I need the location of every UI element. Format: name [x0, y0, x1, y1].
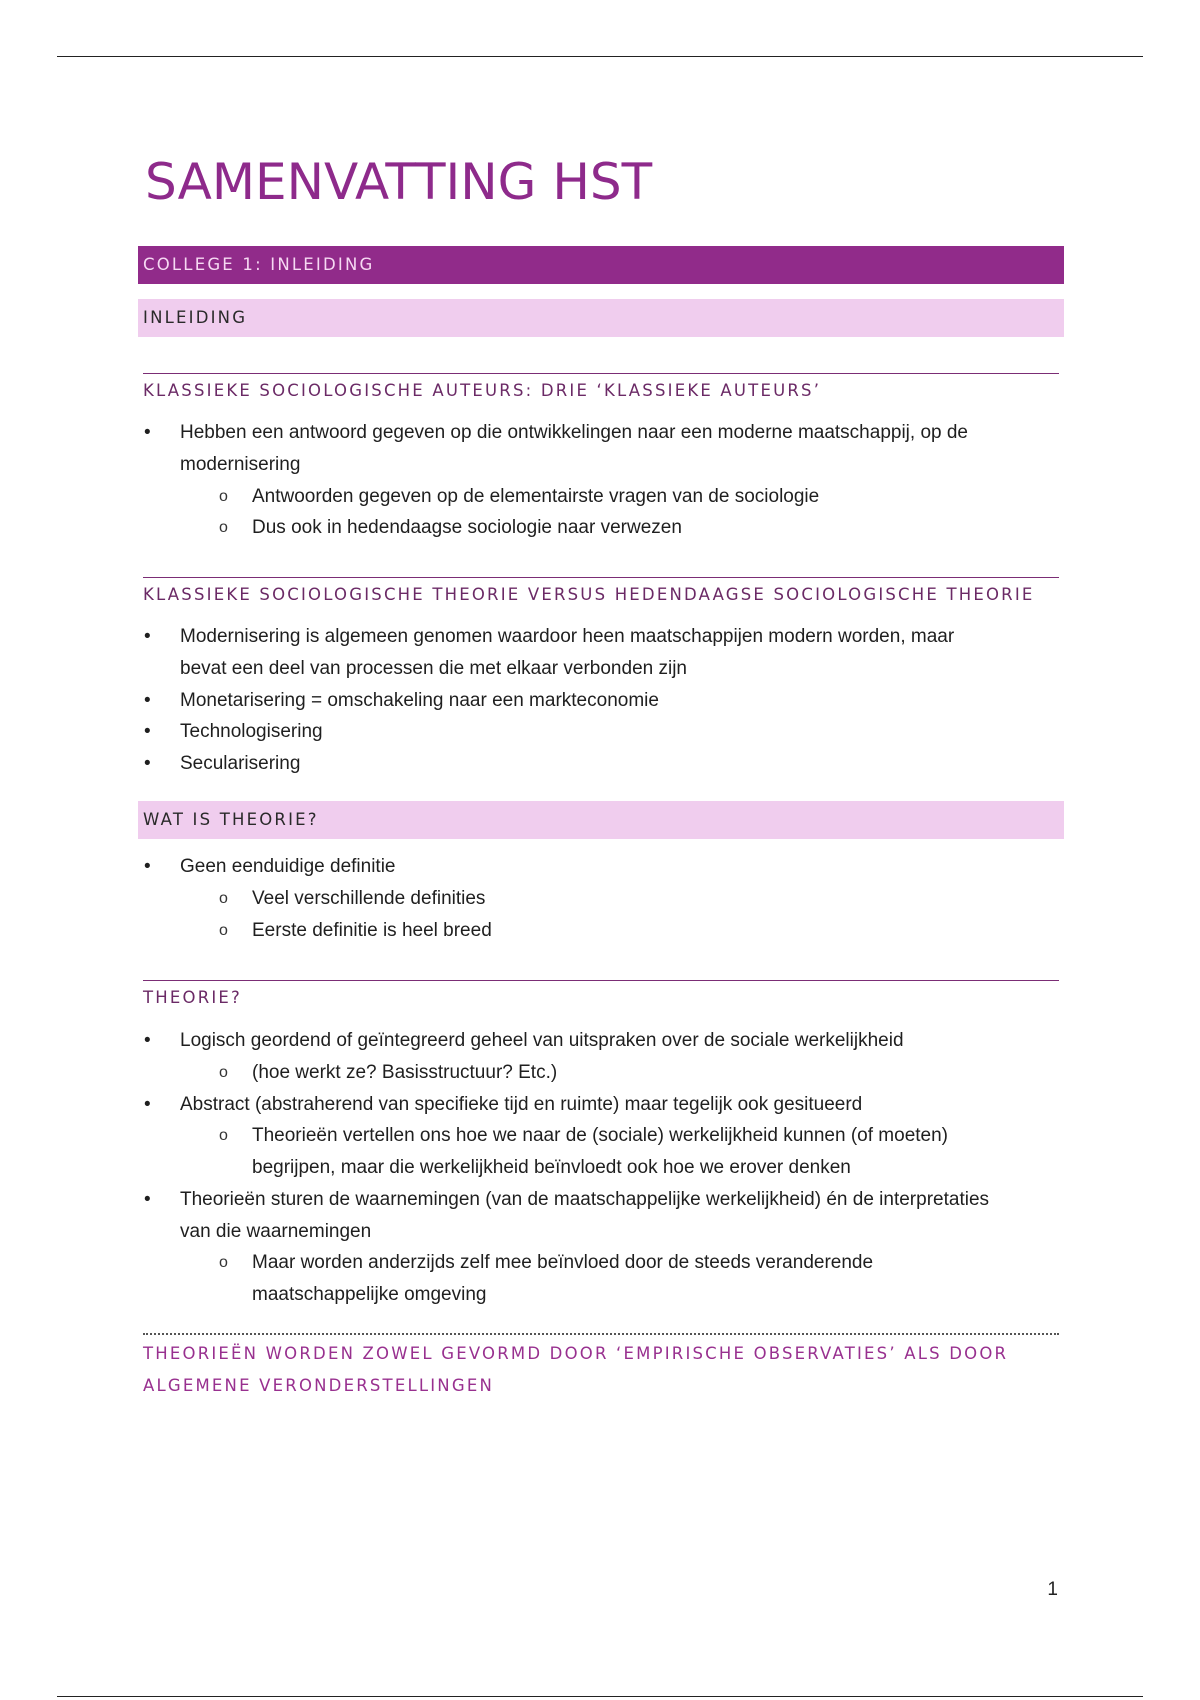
sub-bullet-item	[0, 883, 1200, 915]
sub-bullet-item-continuation	[0, 1279, 1200, 1311]
bullet-item	[0, 716, 1200, 748]
sub-bullet-marker: o	[219, 1254, 228, 1272]
heading-wat-is-theorie-bar: WAT IS THEORIE?	[138, 801, 1064, 839]
sub-bullet-marker: o	[219, 921, 228, 939]
bullet-item	[0, 748, 1200, 780]
sub-bullet-text: Maar worden anderzijds zelf mee beïnvloed door de steeds veranderende	[252, 1252, 874, 1274]
page-number: 1	[1047, 1579, 1058, 1600]
sub-bullet-marker: o	[219, 1063, 228, 1081]
sub-bullet-text: Theorieën vertellen ons hoe we naar de (sociale) werkelijkheid kunnen (of moeten)	[252, 1125, 948, 1147]
bullet-text: modernisering	[180, 453, 301, 475]
sub-bullet-item	[0, 512, 1200, 544]
sub-bullet-item	[0, 481, 1200, 513]
bullet-list-wat-is-theorie	[0, 851, 1200, 946]
bullet-item	[0, 417, 1200, 449]
bullet-item-continuation	[0, 1216, 1200, 1248]
bullet-item	[0, 1089, 1200, 1121]
sub-bullet-marker: o	[219, 487, 228, 505]
bullet-text: Modernisering is algemeen genomen waardoor heen maatschappijen modern worden, maar	[180, 626, 955, 647]
bullet-marker: •	[144, 753, 151, 774]
sub-bullet-marker: o	[219, 1127, 228, 1145]
sub-bullet-text: Dus ook in hedendaagse sociologie naar verwezen	[252, 517, 682, 539]
bullet-list-klassieke-auteurs	[0, 417, 1200, 544]
section-heading-theorie-versus	[143, 577, 1059, 608]
bullet-text: Monetarisering = omschakeling naar een markteconomie	[180, 689, 659, 711]
sub-bullet-text: Veel verschillende definities	[252, 887, 486, 909]
sub-bullet-text: Eerste definitie is heel breed	[252, 919, 492, 941]
header-rule	[57, 56, 1143, 57]
bullet-marker: •	[144, 422, 151, 443]
bullet-marker: •	[144, 626, 151, 647]
section-heading-empirische-observaties	[143, 1333, 1059, 1402]
footer-rule	[57, 1696, 1143, 1697]
sub-bullet-text: maatschappelijke omgeving	[252, 1284, 487, 1305]
sub-bullet-item	[0, 915, 1200, 947]
section-heading-text: KLASSIEKE SOCIOLOGISCHE AUTEURS: DRIE ‘KLASSIEKE AUTEURS’	[143, 381, 822, 400]
sub-bullet-item	[0, 1057, 1200, 1089]
bullet-text: Hebben een antwoord gegeven op die ontwikkelingen naar een moderne maatschappij, op de	[180, 422, 968, 443]
bullet-text: Geen eenduidige definitie	[180, 856, 396, 877]
sub-bullet-text: (hoe werkt ze? Basisstructuur? Etc.)	[252, 1061, 558, 1083]
bullet-text: Secularisering	[180, 753, 301, 774]
sub-bullet-text: begrijpen, maar die werkelijkheid beïnvloedt ook hoe we erover denken	[252, 1157, 851, 1178]
sub-bullet-item-continuation	[0, 1152, 1200, 1184]
sub-bullet-item	[0, 1247, 1200, 1279]
heading-college-bar: COLLEGE 1: INLEIDING	[138, 246, 1064, 284]
bullet-item	[0, 851, 1200, 883]
sub-bullet-marker: o	[219, 889, 228, 907]
bullet-item-continuation	[0, 653, 1200, 685]
section-heading-text: THEORIE?	[143, 988, 243, 1007]
bullet-text: bevat een deel van processen die met elkaar verbonden zijn	[180, 657, 687, 679]
bullet-marker: •	[144, 1093, 151, 1115]
bullet-text: Logisch geordend of geïntegreerd geheel van uitspraken over de sociale werkelijkheid	[180, 1030, 904, 1051]
bullet-marker: •	[144, 689, 151, 711]
bullet-marker: •	[144, 721, 151, 743]
bullet-list-theorie-versus	[0, 621, 1200, 780]
bullet-text: Technologisering	[180, 721, 323, 743]
bullet-marker: •	[144, 1188, 151, 1210]
section-heading-line: ALGEMENE VERONDERSTELLINGEN	[143, 1376, 494, 1395]
bullet-item-continuation	[0, 449, 1200, 481]
bullet-item	[0, 1184, 1200, 1216]
section-heading-line: THEORIEËN WORDEN ZOWEL GEVORMD DOOR ‘EMPIRISCHE OBSERVATIES’ ALS DOOR	[143, 1344, 1009, 1363]
heading-inleiding-bar: INLEIDING	[138, 299, 1064, 337]
bullet-text: van die waarnemingen	[180, 1220, 372, 1242]
bullet-text: Abstract (abstraherend van specifieke tijd en ruimte) maar tegelijk ook gesitueerd	[180, 1093, 863, 1115]
bullet-item	[0, 685, 1200, 717]
sub-bullet-text: Antwoorden gegeven op de elementairste vragen van de sociologie	[252, 485, 820, 507]
sub-bullet-item	[0, 1120, 1200, 1152]
bullet-list-theorie	[0, 1025, 1200, 1311]
bullet-item	[0, 1025, 1200, 1057]
section-heading-text: KLASSIEKE SOCIOLOGISCHE THEORIE VERSUS HEDENDAAGSE SOCIOLOGISCHE THEORIE	[143, 585, 1035, 604]
sub-bullet-marker: o	[219, 519, 228, 537]
section-heading-theorie	[143, 980, 1059, 1011]
bullet-item	[0, 621, 1200, 653]
bullet-marker: •	[144, 1030, 151, 1051]
document-title: SAMENVATTING HST	[145, 153, 653, 211]
bullet-text: Theorieën sturen de waarnemingen (van de maatschappelijke werkelijkheid) én de interpretaties	[180, 1188, 990, 1210]
section-heading-klassieke-auteurs	[143, 373, 1059, 404]
bullet-marker: •	[144, 856, 151, 877]
